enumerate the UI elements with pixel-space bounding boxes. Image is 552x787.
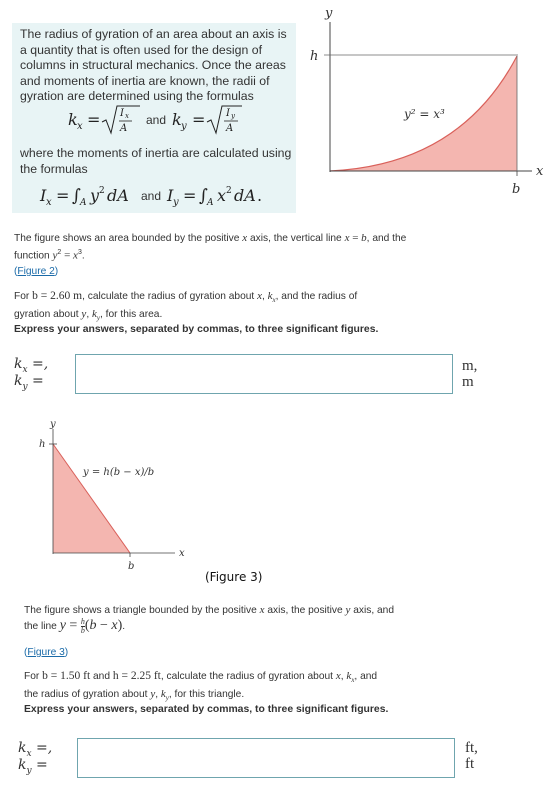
figure-3-caption: (Figure 3) <box>205 570 263 584</box>
figure-2-area-plot <box>300 0 552 200</box>
svg-text:x: x <box>217 186 227 205</box>
fig2-h-label: h <box>310 49 319 64</box>
fig3-x-label: x <box>179 548 185 559</box>
svg-text:y: y <box>173 197 179 208</box>
figure-3-link-wrapper[interactable]: (Figure 3) <box>24 647 69 658</box>
svg-text:=: = <box>192 110 206 129</box>
moment-of-inertia-formulas <box>30 180 280 210</box>
part1-task: For b = 2.60 m, calculate the radius of gyration about x, $k_x$, and the radius of gyration about y, $k_y$, for this area. <box>14 290 358 323</box>
intro-paragraph-1: The radius of gyration of an area about an axis is a quantity that is often used for the design of columns in structural mechanics. Once the areas and moments of inertia are known, the radii of gyration are determined using the formulas <box>20 27 287 103</box>
fig3-y-label: y <box>50 419 56 430</box>
svg-text:=: = <box>87 110 101 129</box>
svg-text:k: k <box>68 110 78 129</box>
part2-task: For b = 1.50 ft and h = 2.25 ft, calculate the radius of gyration about x, $k_x$, and the radius of gyration about y, $k_y$, for this triangle. <box>24 670 378 703</box>
part2-instruction: Express your answers, separated by commas, to three significant figures. <box>24 704 389 715</box>
fig2-b-label: b <box>512 182 521 197</box>
part1-answer-labels: $k_x$ =, $k_y$ = <box>14 356 49 392</box>
part2-unit-y: ft <box>465 756 475 772</box>
svg-text:=: = <box>56 186 70 205</box>
svg-text:I: I <box>167 186 174 205</box>
svg-text:I: I <box>226 108 230 119</box>
part2-answer-labels: $k_x$ =, $k_y$ = <box>18 740 53 776</box>
svg-text:and: and <box>146 113 167 127</box>
fig2-curve-label: y² = x³ <box>404 107 445 121</box>
svg-text:y: y <box>231 112 235 120</box>
svg-text:.: . <box>257 186 263 205</box>
svg-text:y: y <box>90 186 100 205</box>
figure-3-link[interactable]: Figure 3 <box>27 647 65 658</box>
fig3-line-label: y = h(b − x)/b <box>83 467 155 478</box>
fig3-b-label: b <box>128 561 135 572</box>
fig2-x-label: x <box>536 164 544 179</box>
figure-2-link-wrapper[interactable]: (Figure 2) <box>14 266 59 277</box>
svg-text:I: I <box>40 186 47 205</box>
part1-instruction: Express your answers, separated by commas, to three significant figures. <box>14 324 379 335</box>
fig2-y-label: y <box>325 6 333 21</box>
svg-text:∫: ∫ <box>199 186 208 206</box>
svg-text:A: A <box>226 123 234 134</box>
svg-text:x: x <box>46 197 52 208</box>
part2-unit-x: ft, <box>465 740 478 756</box>
svg-text:A: A <box>207 198 214 208</box>
svg-text:k: k <box>172 110 182 129</box>
figure-2-link[interactable]: Figure 2 <box>17 266 55 277</box>
part1-answer-input[interactable] <box>75 354 453 394</box>
svg-text:A: A <box>120 123 128 134</box>
intro-paragraph-2: where the moments of inertia are calculated using the formulas <box>20 146 292 176</box>
svg-text:dA: dA <box>234 186 256 205</box>
figure-3-triangle-plot <box>30 415 200 575</box>
svg-text:and: and <box>141 189 162 203</box>
part1-unit-y: m <box>462 374 474 390</box>
svg-text:dA: dA <box>107 186 129 205</box>
part2-description: The figure shows a triangle bounded by the positive x axis, the positive y axis, and the line y = $\frac{h}{b}$ (b − x). <box>24 604 395 635</box>
svg-text:I: I <box>120 108 124 119</box>
fig3-h-label: h <box>39 439 46 450</box>
part1-unit-x: m, <box>462 358 478 374</box>
svg-text:=: = <box>183 186 197 205</box>
svg-text:A: A <box>80 198 87 208</box>
svg-text:∫: ∫ <box>72 186 81 206</box>
svg-text:x: x <box>125 112 129 120</box>
part2-answer-input[interactable] <box>77 738 455 778</box>
svg-text:2: 2 <box>99 186 105 196</box>
svg-text:2: 2 <box>226 186 232 196</box>
part1-description: The figure shows an area bounded by the positive x axis, the vertical line x = b, and the function $y^2 = x^3$. <box>14 232 407 262</box>
svg-text:x: x <box>77 121 83 132</box>
radius-of-gyration-formulas <box>60 102 260 138</box>
svg-text:y: y <box>181 121 187 132</box>
